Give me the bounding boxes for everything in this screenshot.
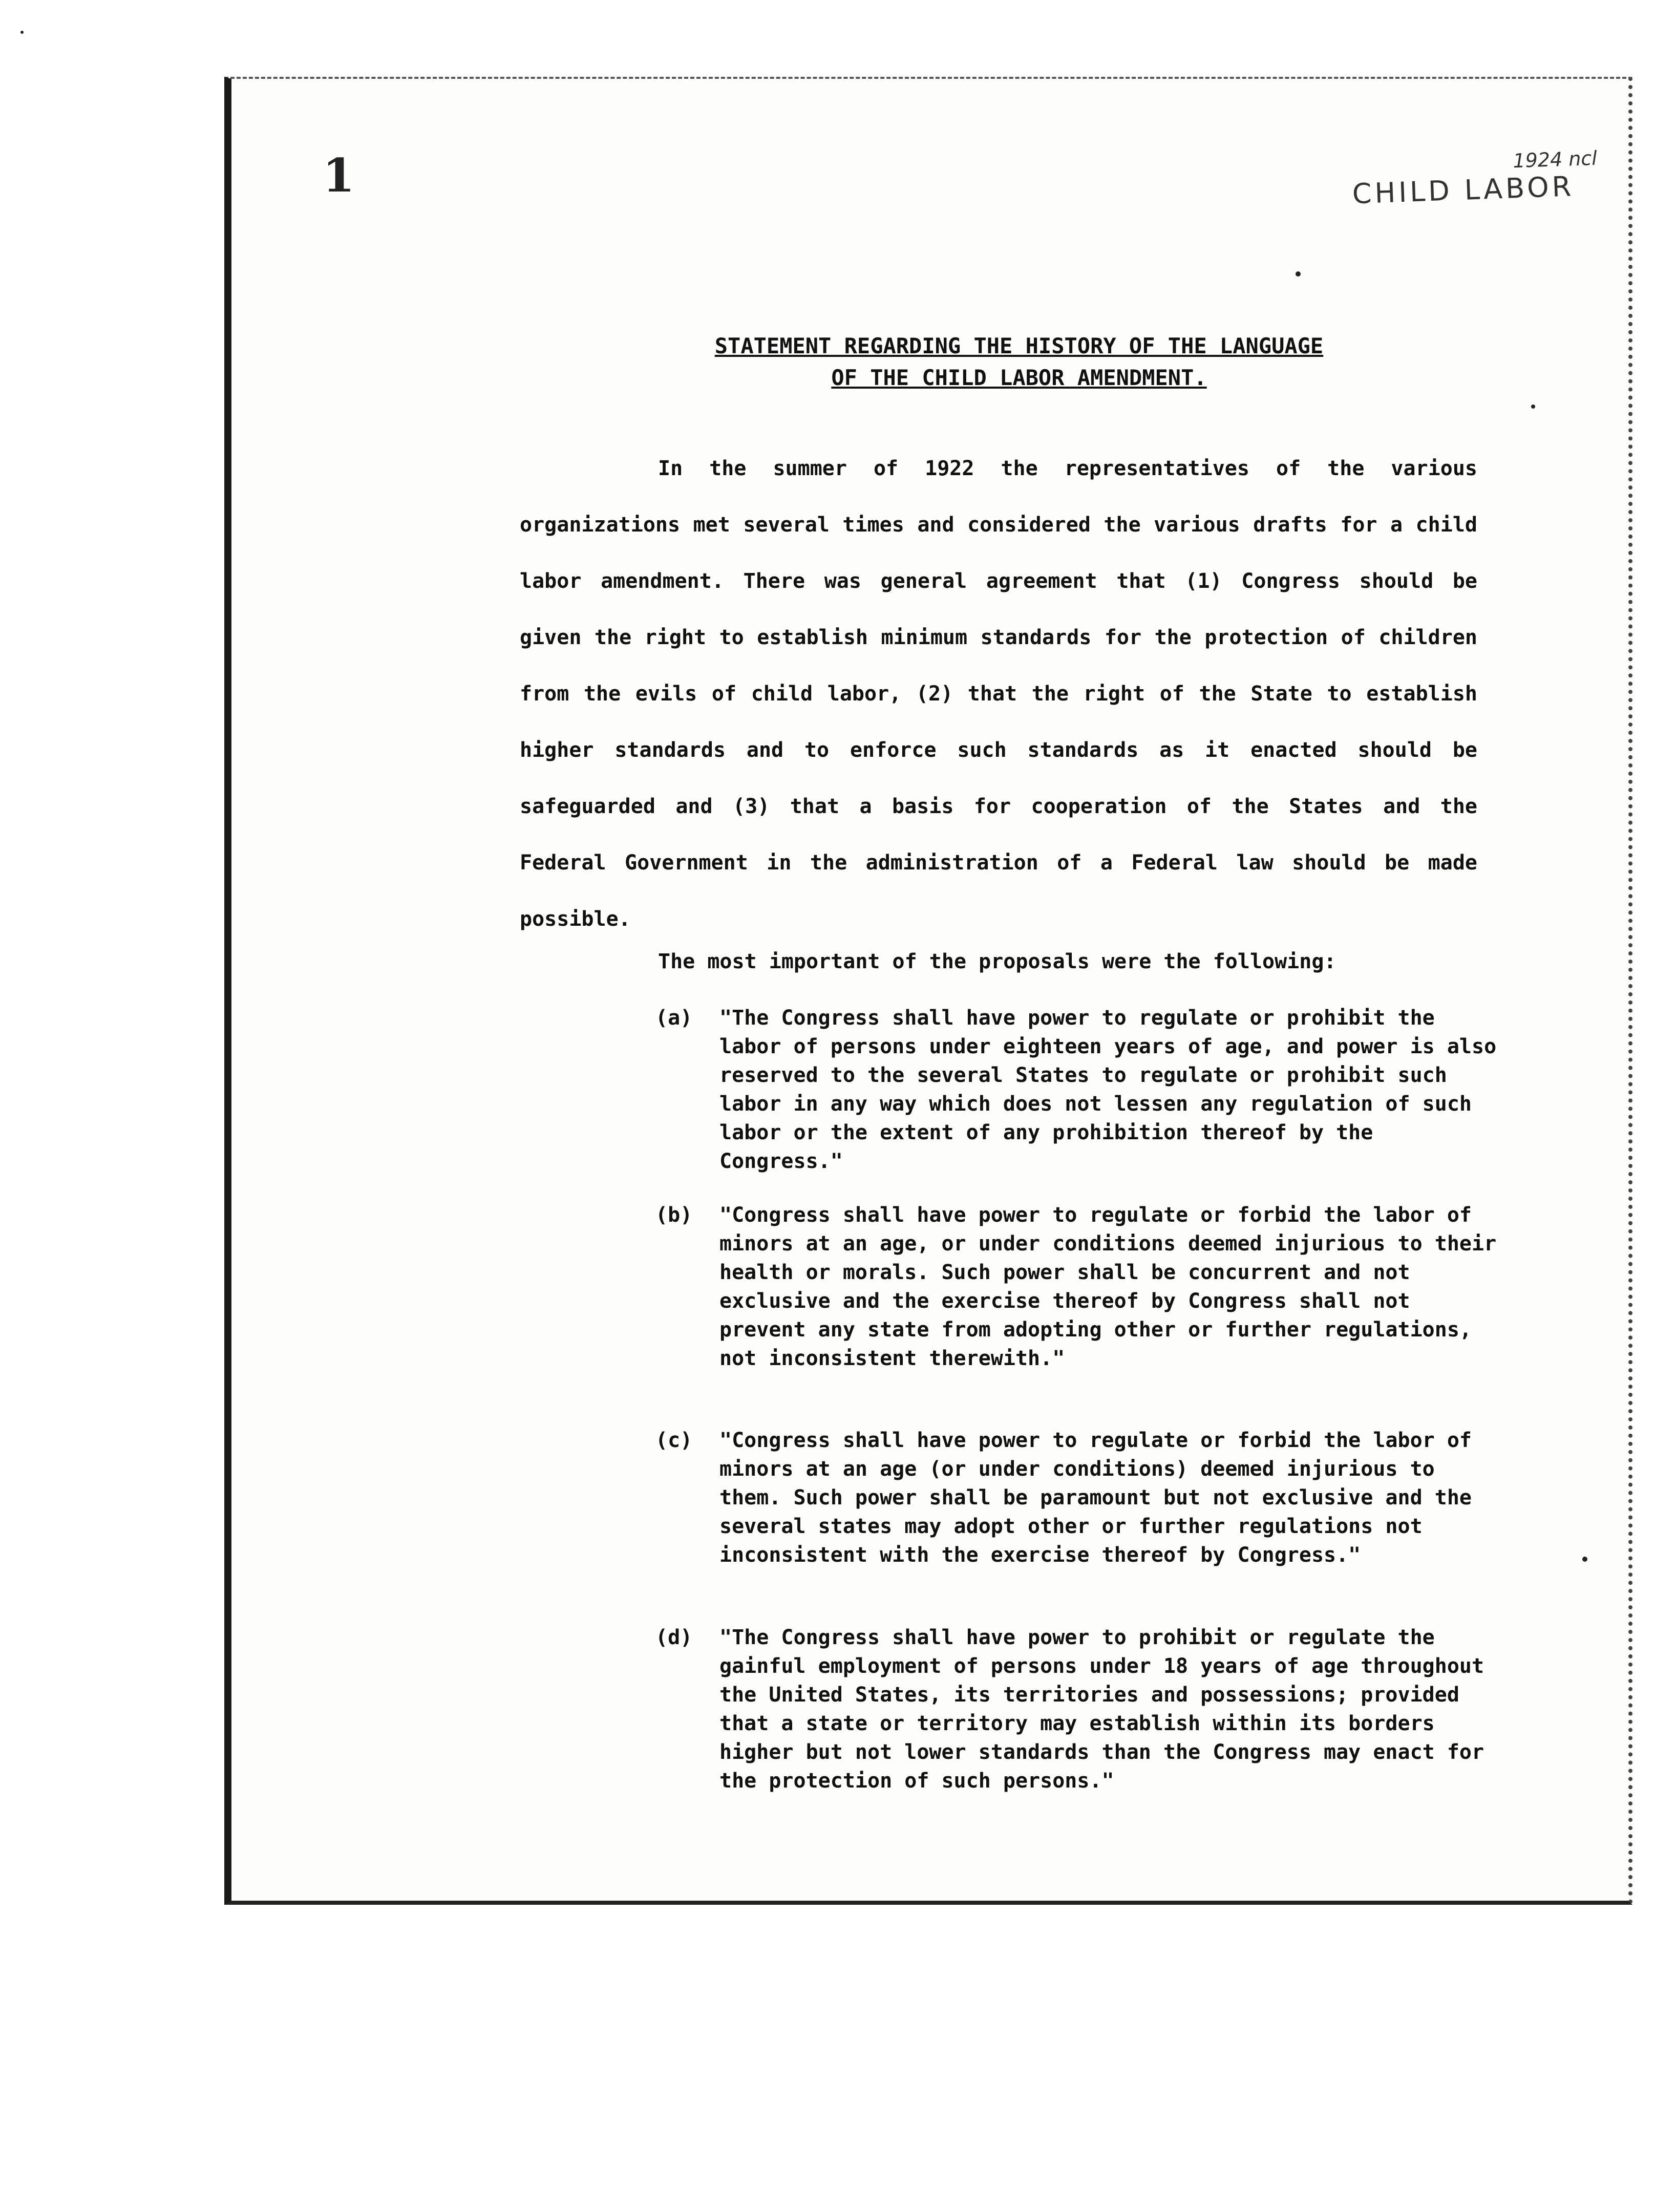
- proposal-text: "The Congress shall have power to prohibit or regulate the gainful employment of persons under 18 years of age throughout the United States, its territories and possessions; provided that a state or territory may establish within its borders higher but not lower standards than the Congress may enact for the protection of such persons.": [719, 1626, 1484, 1793]
- margin-number: 1: [323, 148, 355, 203]
- proposal-label: (a): [655, 1006, 693, 1030]
- proposal-b: [655, 1201, 1505, 1373]
- scan-speck: [1296, 271, 1301, 276]
- proposal-label: (b): [655, 1203, 693, 1227]
- annotation-tag: CHILD LABOR: [1351, 170, 1575, 210]
- proposal-text: "Congress shall have power to regulate or forbid the labor of minors at an age, or under conditions deemed injurious to their health or morals. Such power shall be concurrent and not exclusive and the exercise thereof by Congress shall not prevent any state from adopting other or further regulations, not inconsistent therewith.": [719, 1203, 1497, 1370]
- proposal-c: [655, 1426, 1505, 1569]
- document-title: STATEMENT REGARDING THE HISTORY OF THE LANGUAGE OF THE CHILD LABOR AMENDMENT.: [714, 333, 1324, 390]
- scan-speck: [1531, 405, 1535, 409]
- handwritten-annotation: [1351, 147, 1598, 210]
- proposal-text: "The Congress shall have power to regulate or prohibit the labor of persons under eighteen years of age, and power is also reserved to the several States to regulate or prohibit such labor in any way which does not lessen any regulation of such labor or the extent of any prohibition thereof by the Congress.": [719, 1006, 1497, 1173]
- annotation-code: 1924 ncl: [1512, 146, 1598, 173]
- scan-speck: [1582, 1557, 1587, 1562]
- proposal-d: [655, 1623, 1505, 1795]
- proposal-a: [655, 1004, 1505, 1176]
- proposals-lead: The most important of the proposals were the following:: [658, 950, 1336, 973]
- intro-paragraph: In the summer of 1922 the representatives of the various organizations met several times and considered the various drafts for a child labor amendment. There was general agreement that (1) Congress should be given the right to establish minimum standards for the protection of children from the evils of child labor, (2) that the right of the State to establish higher standards and to enforce such standards as it enacted should be safeguarded and (3) that a basis for cooperation of the States and the Federal Government in the administration of a Federal law should be made possible.: [520, 457, 1477, 931]
- scan-speck: [20, 31, 24, 34]
- proposal-label: (c): [655, 1429, 693, 1452]
- proposal-text: "Congress shall have power to regulate or forbid the labor of minors at an age (or under conditions) deemed injurious to them. Such power shall be paramount but not exclusive and the several states may adopt other or further regulations not inconsistent with the exercise thereof by Congress.": [719, 1429, 1472, 1567]
- proposal-label: (d): [655, 1626, 693, 1649]
